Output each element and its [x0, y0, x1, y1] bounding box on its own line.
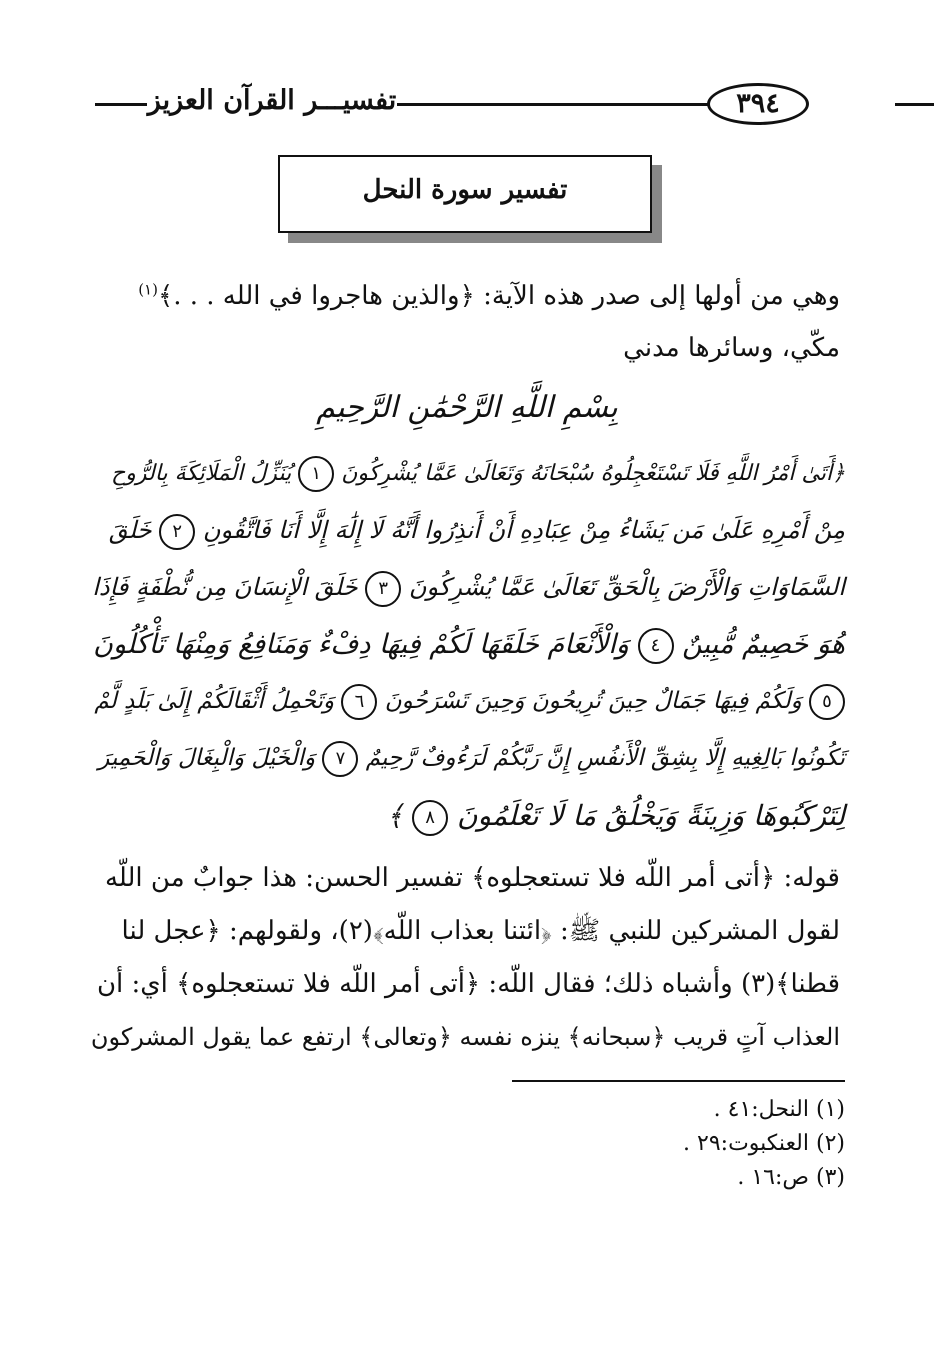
verse-line: تَكُونُوا بَالِغِيهِ إِلَّا بِشِقِّ الْأَنفُسِ إِنَّ رَبَّكُمْ لَرَءُوفٌ رَّحِيمٌ ٧ وَالْخَيْلَ وَالْبِغَالَ وَالْحَمِيرَ — [90, 730, 845, 787]
quran-verses — [90, 445, 845, 844]
basmala: بِسْمِ اللَّهِ الرَّحْمَٰنِ الرَّحِيمِ — [316, 390, 618, 425]
verse-line: لِتَرْكَبُوهَا وَزِينَةً وَيَخْلُقُ مَا لَا تَعْلَمُونَ ٨ ﴾ — [90, 787, 845, 844]
commentary-line: لقول المشركين للنبي ﷺ: ﴿ائتنا بعذاب اللّه﴾(٢)، ولقولهم: ﴿عجل لنا — [121, 916, 840, 946]
ayah-number-marker: ٧ — [322, 741, 358, 777]
verse-line: ﴿أَتَىٰ أَمْرُ اللَّهِ فَلَا تَسْتَعْجِلُوهُ سُبْحَانَهُ وَتَعَالَىٰ عَمَّا يُشْرِكُونَ ١ يُنَزِّلُ الْمَلَائِكَةَ بِالرُّوحِ — [90, 445, 845, 502]
header-rule — [895, 103, 934, 106]
header-rule — [95, 103, 150, 106]
commentary-line: قطنا﴾(٣) وأشباه ذلك؛ فقال اللّه: ﴿أتى أمر اللّه فلا تستعجلوه﴾ أي: أن — [96, 969, 840, 999]
verse-line: مِنْ أَمْرِهِ عَلَىٰ مَن يَشَاءُ مِنْ عِبَادِهِ أَنْ أَنذِرُوا أَنَّهُ لَا إِلَٰهَ إِلَّا أَنَا فَاتَّقُونِ ٢ خَلَقَ — [90, 502, 845, 559]
intro-paragraph — [80, 270, 840, 374]
verse-line: هُوَ خَصِيمٌ مُّبِينٌ ٤ وَالْأَنْعَامَ خَلَقَهَا لَكُمْ فِيهَا دِفْءٌ وَمَنَافِعُ وَمِنْهَا تَأْكُلُونَ — [90, 616, 845, 673]
ayah-number-marker: ٣ — [365, 571, 401, 607]
ayah-number-marker: ٤ — [638, 628, 674, 664]
footnote-item: (٣) ص:١٦ . — [737, 1165, 845, 1190]
footnote-item: (٢) العنكبوت:٢٩ . — [683, 1131, 845, 1156]
ayah-number-marker: ٨ — [412, 800, 448, 836]
verse-line: السَّمَاوَاتِ وَالْأَرْضَ بِالْحَقِّ تَعَالَىٰ عَمَّا يُشْرِكُونَ ٣ خَلَقَ الْإِنسَانَ مِن نُّطْفَةٍ فَإِذَا — [90, 559, 845, 616]
surah-title-box — [278, 155, 652, 233]
running-title: تفسيـــر القرآن العزيز — [147, 85, 397, 116]
footnote-ref: (١) — [138, 280, 158, 299]
ayah-number-marker: ٢ — [159, 514, 195, 550]
ayah-number-marker: ٥ — [809, 684, 845, 720]
ayah-number-marker: ١ — [298, 456, 334, 492]
surah-title: تفسير سورة النحل — [362, 175, 568, 205]
ayah-number-marker: ٦ — [341, 684, 377, 720]
verse-line: ٥ وَلَكُمْ فِيهَا جَمَالٌ حِينَ تُرِيحُونَ وَحِينَ تَسْرَحُونَ ٦ وَتَحْمِلُ أَثْقَالَكُمْ إِلَىٰ بَلَدٍ لَّمْ — [90, 673, 845, 730]
page-number: ٣٩٤ — [707, 83, 809, 125]
footnotes — [560, 1093, 845, 1195]
intro-line: مكّي، وسائرها مدني — [623, 333, 840, 363]
footnote-item: (١) النحل:٤١ . — [713, 1097, 845, 1122]
commentary-paragraph — [90, 852, 840, 1064]
footnote-divider — [512, 1080, 845, 1082]
commentary-line: قوله: ﴿أتى أمر اللّه فلا تستعجلوه﴾ تفسير الحسن: هذا جوابٌ من اللّه — [104, 863, 840, 893]
page-header — [95, 78, 845, 124]
commentary-line: العذاب آتٍ قريب ﴿سبحانه﴾ ينزه نفسه ﴿وتعالى﴾ ارتفع عما يقول المشركون — [90, 1023, 840, 1051]
intro-line: وهي من أولها إلى صدر هذه الآية: ﴿والذين هاجروا في الله . . .﴾$^{(١)}$ — [138, 280, 840, 311]
